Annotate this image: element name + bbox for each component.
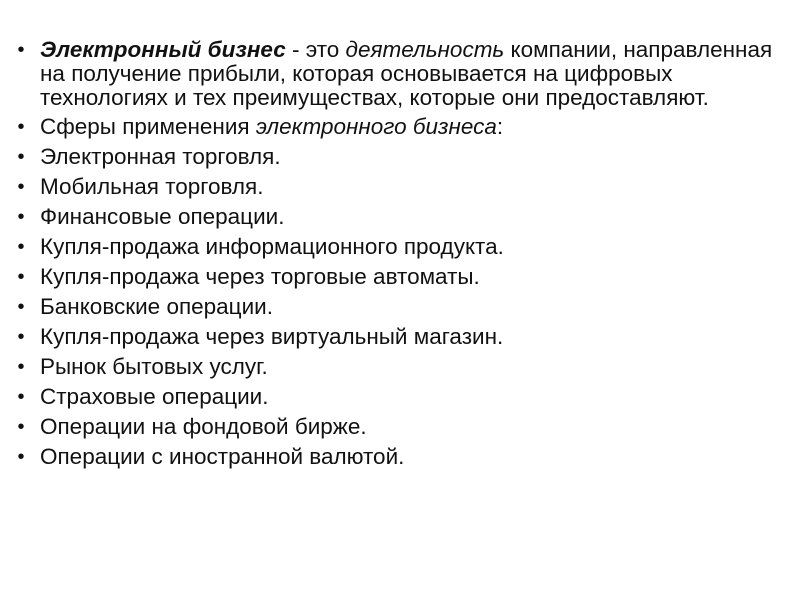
spheres-lead: Сферы применения xyxy=(40,114,256,139)
definition-activity: деятельность xyxy=(345,37,505,62)
bullet-icon: • xyxy=(17,266,25,288)
list-item-text: Финансовые операции. xyxy=(40,204,285,229)
list-item xyxy=(14,265,774,289)
list-item xyxy=(14,175,774,199)
definition-term: Электронный бизнес xyxy=(40,37,286,62)
spheres-item xyxy=(14,115,774,139)
list-item-text: Купля-продажа информационного продукта. xyxy=(40,234,504,259)
list-item xyxy=(14,205,774,229)
list-item xyxy=(14,355,774,379)
list-item-text: Купля-продажа через торговые автоматы. xyxy=(40,264,480,289)
list-item xyxy=(14,385,774,409)
bullet-icon: • xyxy=(17,116,25,138)
definition-item xyxy=(14,38,774,110)
list-item xyxy=(14,325,774,349)
list-item-text: Купля-продажа через виртуальный магазин. xyxy=(40,324,504,349)
list-item xyxy=(14,415,774,439)
bullet-icon: • xyxy=(17,146,25,168)
list-item-text: Рынок бытовых услуг. xyxy=(40,354,268,379)
spheres-term: электронного бизнеса xyxy=(255,114,497,139)
list-item-text: Банковские операции. xyxy=(40,294,273,319)
bullet-icon: • xyxy=(17,416,25,438)
list-item-text: Операции с иностранной валютой. xyxy=(40,444,405,469)
list-item-text: Операции на фондовой бирже. xyxy=(40,414,367,439)
spheres-colon: : xyxy=(496,114,504,139)
bullet-icon: • xyxy=(17,236,25,258)
list-item-text: Электронная торговля. xyxy=(40,144,281,169)
definition-rest: компании, направленная на получение прибыли, которая основывается на цифровых технологиях и тех преимуществах, которые они предоставляют. xyxy=(40,37,773,110)
list-item xyxy=(14,295,774,319)
bullet-icon: • xyxy=(17,386,25,408)
bullet-icon: • xyxy=(17,296,25,318)
bullet-icon: • xyxy=(17,446,25,468)
bullet-icon: • xyxy=(17,39,25,61)
list-item-text: Страховые операции. xyxy=(40,384,269,409)
list-item xyxy=(14,445,774,469)
definition-dash: - это xyxy=(285,37,346,62)
list-item xyxy=(14,145,774,169)
list-item xyxy=(14,235,774,259)
list-item-text: Мобильная торговля. xyxy=(40,174,264,199)
bullet-icon: • xyxy=(17,176,25,198)
bullet-icon: • xyxy=(17,206,25,228)
bullet-icon: • xyxy=(17,356,25,378)
bullet-list xyxy=(14,38,774,475)
bullet-icon: • xyxy=(17,326,25,348)
